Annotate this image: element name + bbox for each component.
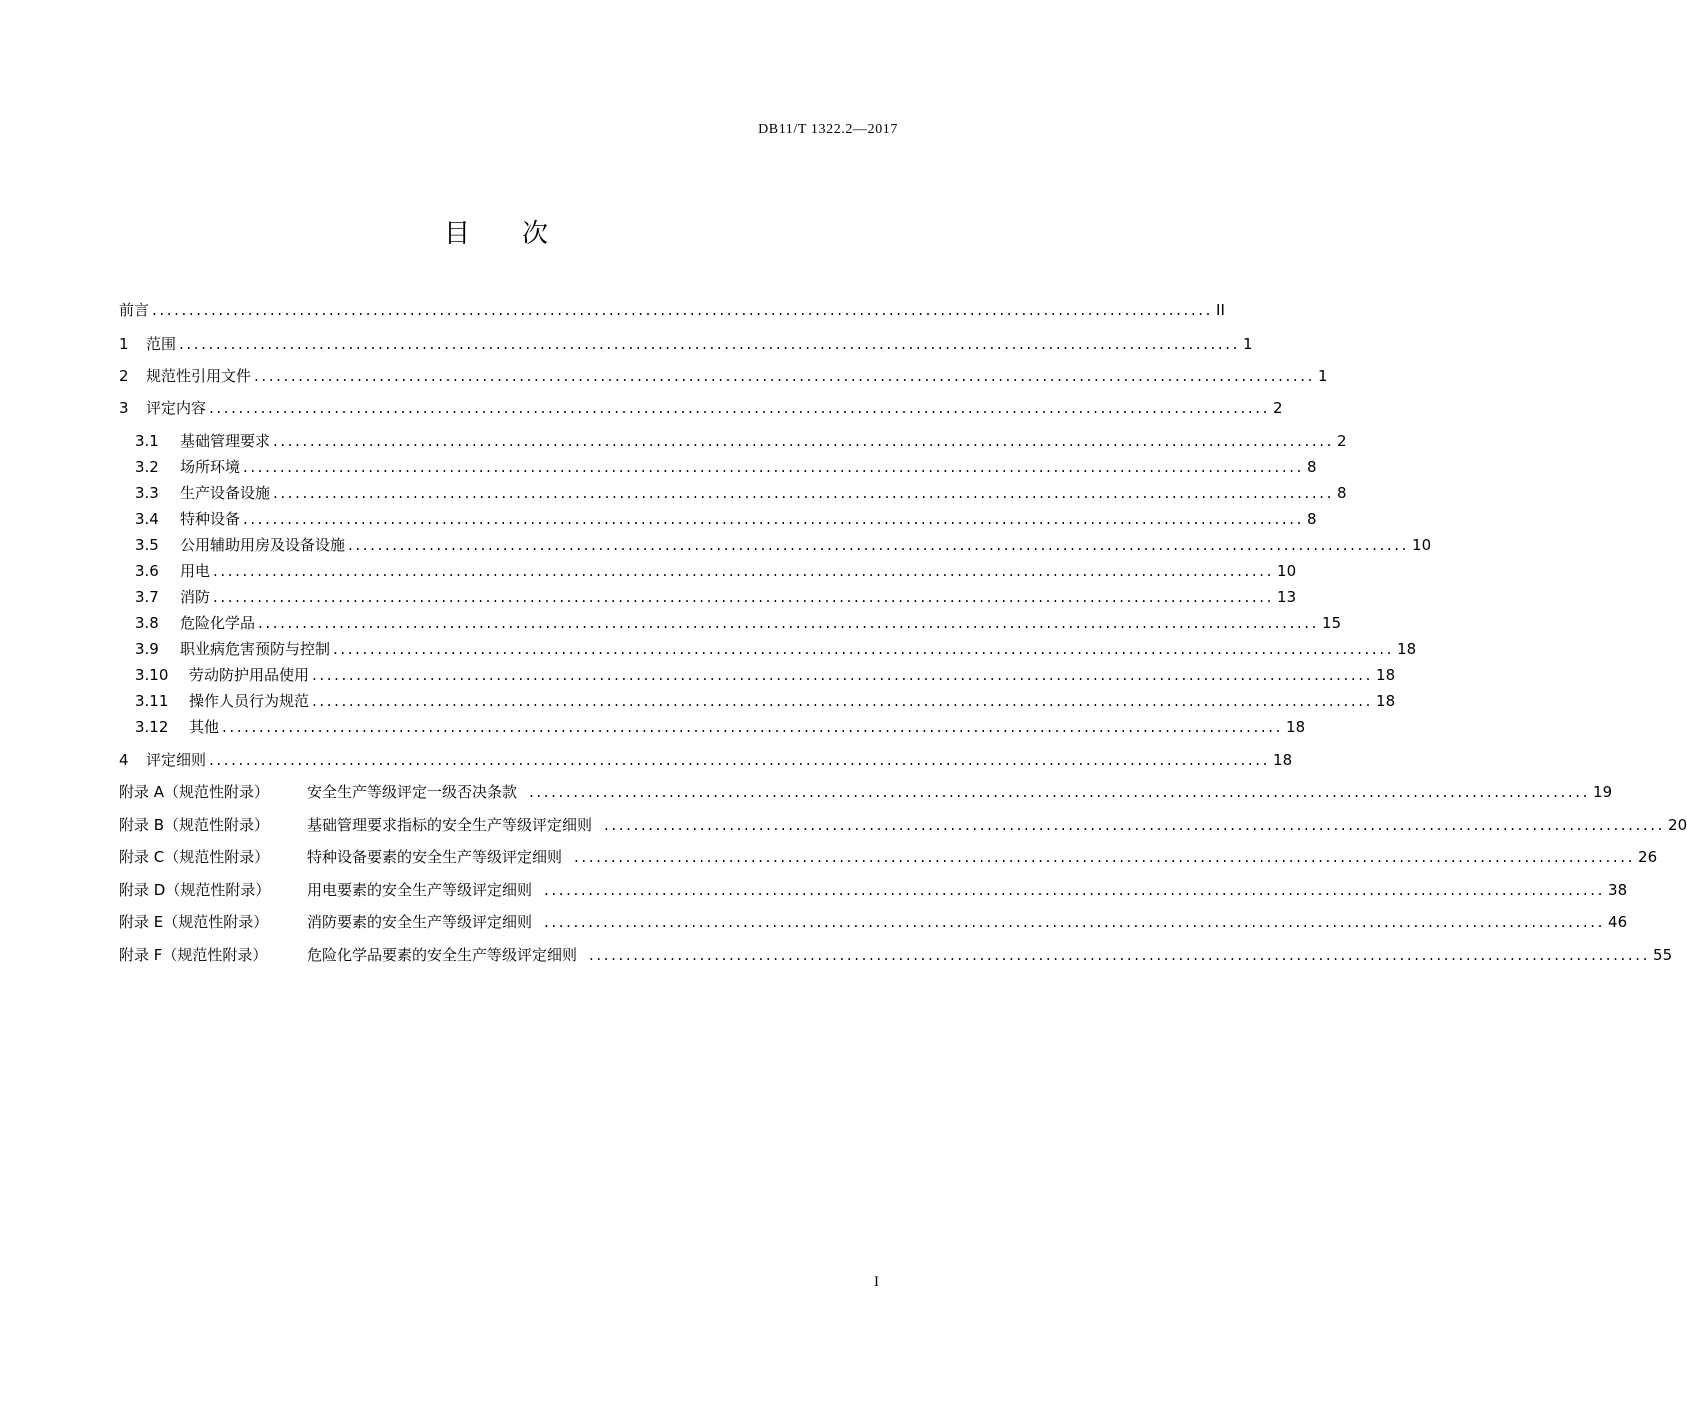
toc-entry-3-2[interactable] xyxy=(135,455,1317,479)
toc-entry-page: 20 xyxy=(1668,816,1687,834)
toc-entry-number: 3.12 xyxy=(135,718,169,736)
toc-entry-number: 3.3 xyxy=(135,484,159,502)
toc-entry-page: 18 xyxy=(1376,692,1396,710)
dot-leader: ................................................................................................................................................ xyxy=(604,816,1666,834)
toc-entry-title: 特种设备要素的安全生产等级评定细则 xyxy=(307,848,563,866)
toc-entry-title: 评定细则 xyxy=(146,751,207,769)
toc-entry-number: 3.1 xyxy=(135,432,159,450)
dot-leader: ................................................................................................................................................ xyxy=(273,432,1335,450)
toc-entry-title: 用电 xyxy=(180,562,211,580)
toc-entry-number: 附录 F（规范性附录） xyxy=(119,946,268,964)
toc-entry-title: 范围 xyxy=(146,335,177,353)
toc-entry-number: 3 xyxy=(119,399,129,417)
dot-leader: ................................................................................................................................................ xyxy=(333,640,1395,658)
toc-entry-3-8[interactable] xyxy=(135,611,1342,635)
toc-entry-page: 18 xyxy=(1273,751,1293,769)
toc-entry-page: 2 xyxy=(1273,399,1283,417)
toc-entry-title: 规范性引用文件 xyxy=(146,367,252,385)
toc-entry-number: 附录 E（规范性附录） xyxy=(119,913,269,931)
toc-entry-number: 1 xyxy=(119,335,129,353)
toc-entry-page: 38 xyxy=(1608,881,1628,899)
toc-entry-3-4[interactable] xyxy=(135,507,1317,531)
toc-entry-3-7[interactable] xyxy=(135,585,1297,609)
title-char-1: 目 xyxy=(443,219,470,249)
toc-entry-number: 3.2 xyxy=(135,458,159,476)
toc-entry-title: 危险化学品 xyxy=(180,614,256,632)
toc-entry-3-10[interactable] xyxy=(135,663,1396,687)
toc-entry-title: 前言 xyxy=(119,301,150,319)
document-code: DB11/T 1322.2—2017 xyxy=(758,122,898,137)
toc-entry-title: 评定内容 xyxy=(146,399,207,417)
toc-entry-page: 18 xyxy=(1376,666,1396,684)
toc-entry-number: 4 xyxy=(119,751,129,769)
toc-entry-title: 劳动防护用品使用 xyxy=(189,666,310,684)
toc-entry-evaluation-content[interactable] xyxy=(119,396,1283,420)
page-title xyxy=(0,214,992,254)
toc-entry-appendix-d[interactable] xyxy=(119,878,1628,902)
dot-leader: ................................................................................................................................................ xyxy=(589,946,1651,964)
dot-leader: ................................................................................................................................................ xyxy=(258,614,1320,632)
title-char-2: 次 xyxy=(522,219,549,249)
toc-entry-3-5[interactable] xyxy=(135,533,1432,557)
toc-entry-number: 附录 B（规范性附录） xyxy=(119,816,270,834)
dot-leader: ................................................................................................................................................ xyxy=(348,536,1410,554)
toc-entry-page: 18 xyxy=(1286,718,1306,736)
dot-leader: ................................................................................................................................................ xyxy=(243,510,1305,528)
toc-entry-page: 26 xyxy=(1638,848,1658,866)
toc-entry-title: 场所环境 xyxy=(180,458,241,476)
toc-entry-title: 职业病危害预防与控制 xyxy=(180,640,331,658)
toc-entry-appendix-e[interactable] xyxy=(119,910,1628,934)
dot-leader: ................................................................................................................................................ xyxy=(273,484,1335,502)
toc-entry-page: 1 xyxy=(1318,367,1328,385)
toc-entry-page: 1 xyxy=(1243,335,1253,353)
toc-entry-evaluation-rules[interactable] xyxy=(119,748,1293,772)
dot-leader: ................................................................................................................................................ xyxy=(213,588,1275,606)
toc-entry-3-1[interactable] xyxy=(135,429,1347,453)
toc-entry-3-12[interactable] xyxy=(135,715,1306,739)
dot-leader: ................................................................................................................................................ xyxy=(213,562,1275,580)
toc-entry-number: 3.4 xyxy=(135,510,159,528)
dot-leader: ................................................................................................................................................ xyxy=(544,881,1606,899)
toc-entry-number: 3.9 xyxy=(135,640,159,658)
toc-entry-number: 3.6 xyxy=(135,562,159,580)
toc-entry-3-3[interactable] xyxy=(135,481,1347,505)
toc-entry-page: 15 xyxy=(1322,614,1342,632)
toc-entry-appendix-c[interactable] xyxy=(119,845,1658,869)
toc-entry-page: 19 xyxy=(1593,783,1613,801)
toc-entry-page: 8 xyxy=(1307,458,1317,476)
dot-leader: ................................................................................................................................................ xyxy=(529,783,1591,801)
toc-entry-3-9[interactable] xyxy=(135,637,1417,661)
toc-entry-title: 基础管理要求 xyxy=(180,432,271,450)
toc-entry-title: 消防要素的安全生产等级评定细则 xyxy=(307,913,533,931)
toc-entry-title: 操作人员行为规范 xyxy=(189,692,310,710)
toc-entry-page: 55 xyxy=(1653,946,1673,964)
dot-leader: ................................................................................................................................................ xyxy=(243,458,1305,476)
dot-leader: ................................................................................................................................................ xyxy=(254,367,1316,385)
toc-entry-scope[interactable] xyxy=(119,332,1253,356)
toc-entry-title: 特种设备 xyxy=(180,510,241,528)
toc-entry-appendix-f[interactable] xyxy=(119,943,1673,967)
toc-entry-title: 基础管理要求指标的安全生产等级评定细则 xyxy=(307,816,593,834)
dot-leader: ................................................................................................................................................ xyxy=(312,692,1374,710)
dot-leader: ................................................................................................................................................ xyxy=(152,301,1214,319)
dot-leader: ................................................................................................................................................ xyxy=(209,751,1271,769)
toc-entry-number: 附录 A（规范性附录） xyxy=(119,783,270,801)
toc-entry-number: 2 xyxy=(119,367,129,385)
dot-leader: ................................................................................................................................................ xyxy=(574,848,1636,866)
toc-entry-page: 13 xyxy=(1277,588,1297,606)
toc-entry-3-6[interactable] xyxy=(135,559,1297,583)
toc-entry-page: 2 xyxy=(1337,432,1347,450)
toc-entry-3-11[interactable] xyxy=(135,689,1396,713)
toc-entry-number: 附录 D（规范性附录） xyxy=(119,881,271,899)
toc-entry-title: 生产设备设施 xyxy=(180,484,271,502)
dot-leader: ................................................................................................................................................ xyxy=(312,666,1374,684)
toc-entry-number: 附录 C（规范性附录） xyxy=(119,848,270,866)
toc-entry-number: 3.10 xyxy=(135,666,169,684)
toc-entry-page: 10 xyxy=(1277,562,1297,580)
toc-entry-page: 8 xyxy=(1307,510,1317,528)
toc-entry-page: 10 xyxy=(1412,536,1432,554)
dot-leader: ................................................................................................................................................ xyxy=(179,335,1241,353)
toc-entry-title: 危险化学品要素的安全生产等级评定细则 xyxy=(307,946,578,964)
toc-entry-title: 其他 xyxy=(189,718,220,736)
toc-entry-title: 公用辅助用房及设备设施 xyxy=(180,536,346,554)
page-number: I xyxy=(874,1274,879,1290)
toc-entry-appendix-b[interactable] xyxy=(119,813,1687,837)
toc-entry-appendix-a[interactable] xyxy=(119,780,1613,804)
toc-entry-number: 3.11 xyxy=(135,692,169,710)
toc-entry-foreword[interactable] xyxy=(119,298,1225,322)
toc-entry-page: 8 xyxy=(1337,484,1347,502)
toc-entry-title: 消防 xyxy=(180,588,211,606)
dot-leader: ................................................................................................................................................ xyxy=(544,913,1606,931)
toc-entry-title: 用电要素的安全生产等级评定细则 xyxy=(307,881,533,899)
dot-leader: ................................................................................................................................................ xyxy=(209,399,1271,417)
toc-entry-page: 18 xyxy=(1397,640,1417,658)
toc-entry-title: 安全生产等级评定一级否决条款 xyxy=(307,783,518,801)
toc-entry-number: 3.8 xyxy=(135,614,159,632)
toc-entry-number: 3.5 xyxy=(135,536,159,554)
toc-entry-page: 46 xyxy=(1608,913,1628,931)
toc-entry-page: II xyxy=(1216,301,1225,319)
toc-entry-number: 3.7 xyxy=(135,588,159,606)
dot-leader: ................................................................................................................................................ xyxy=(222,718,1284,736)
toc-entry-normative-references[interactable] xyxy=(119,364,1328,388)
